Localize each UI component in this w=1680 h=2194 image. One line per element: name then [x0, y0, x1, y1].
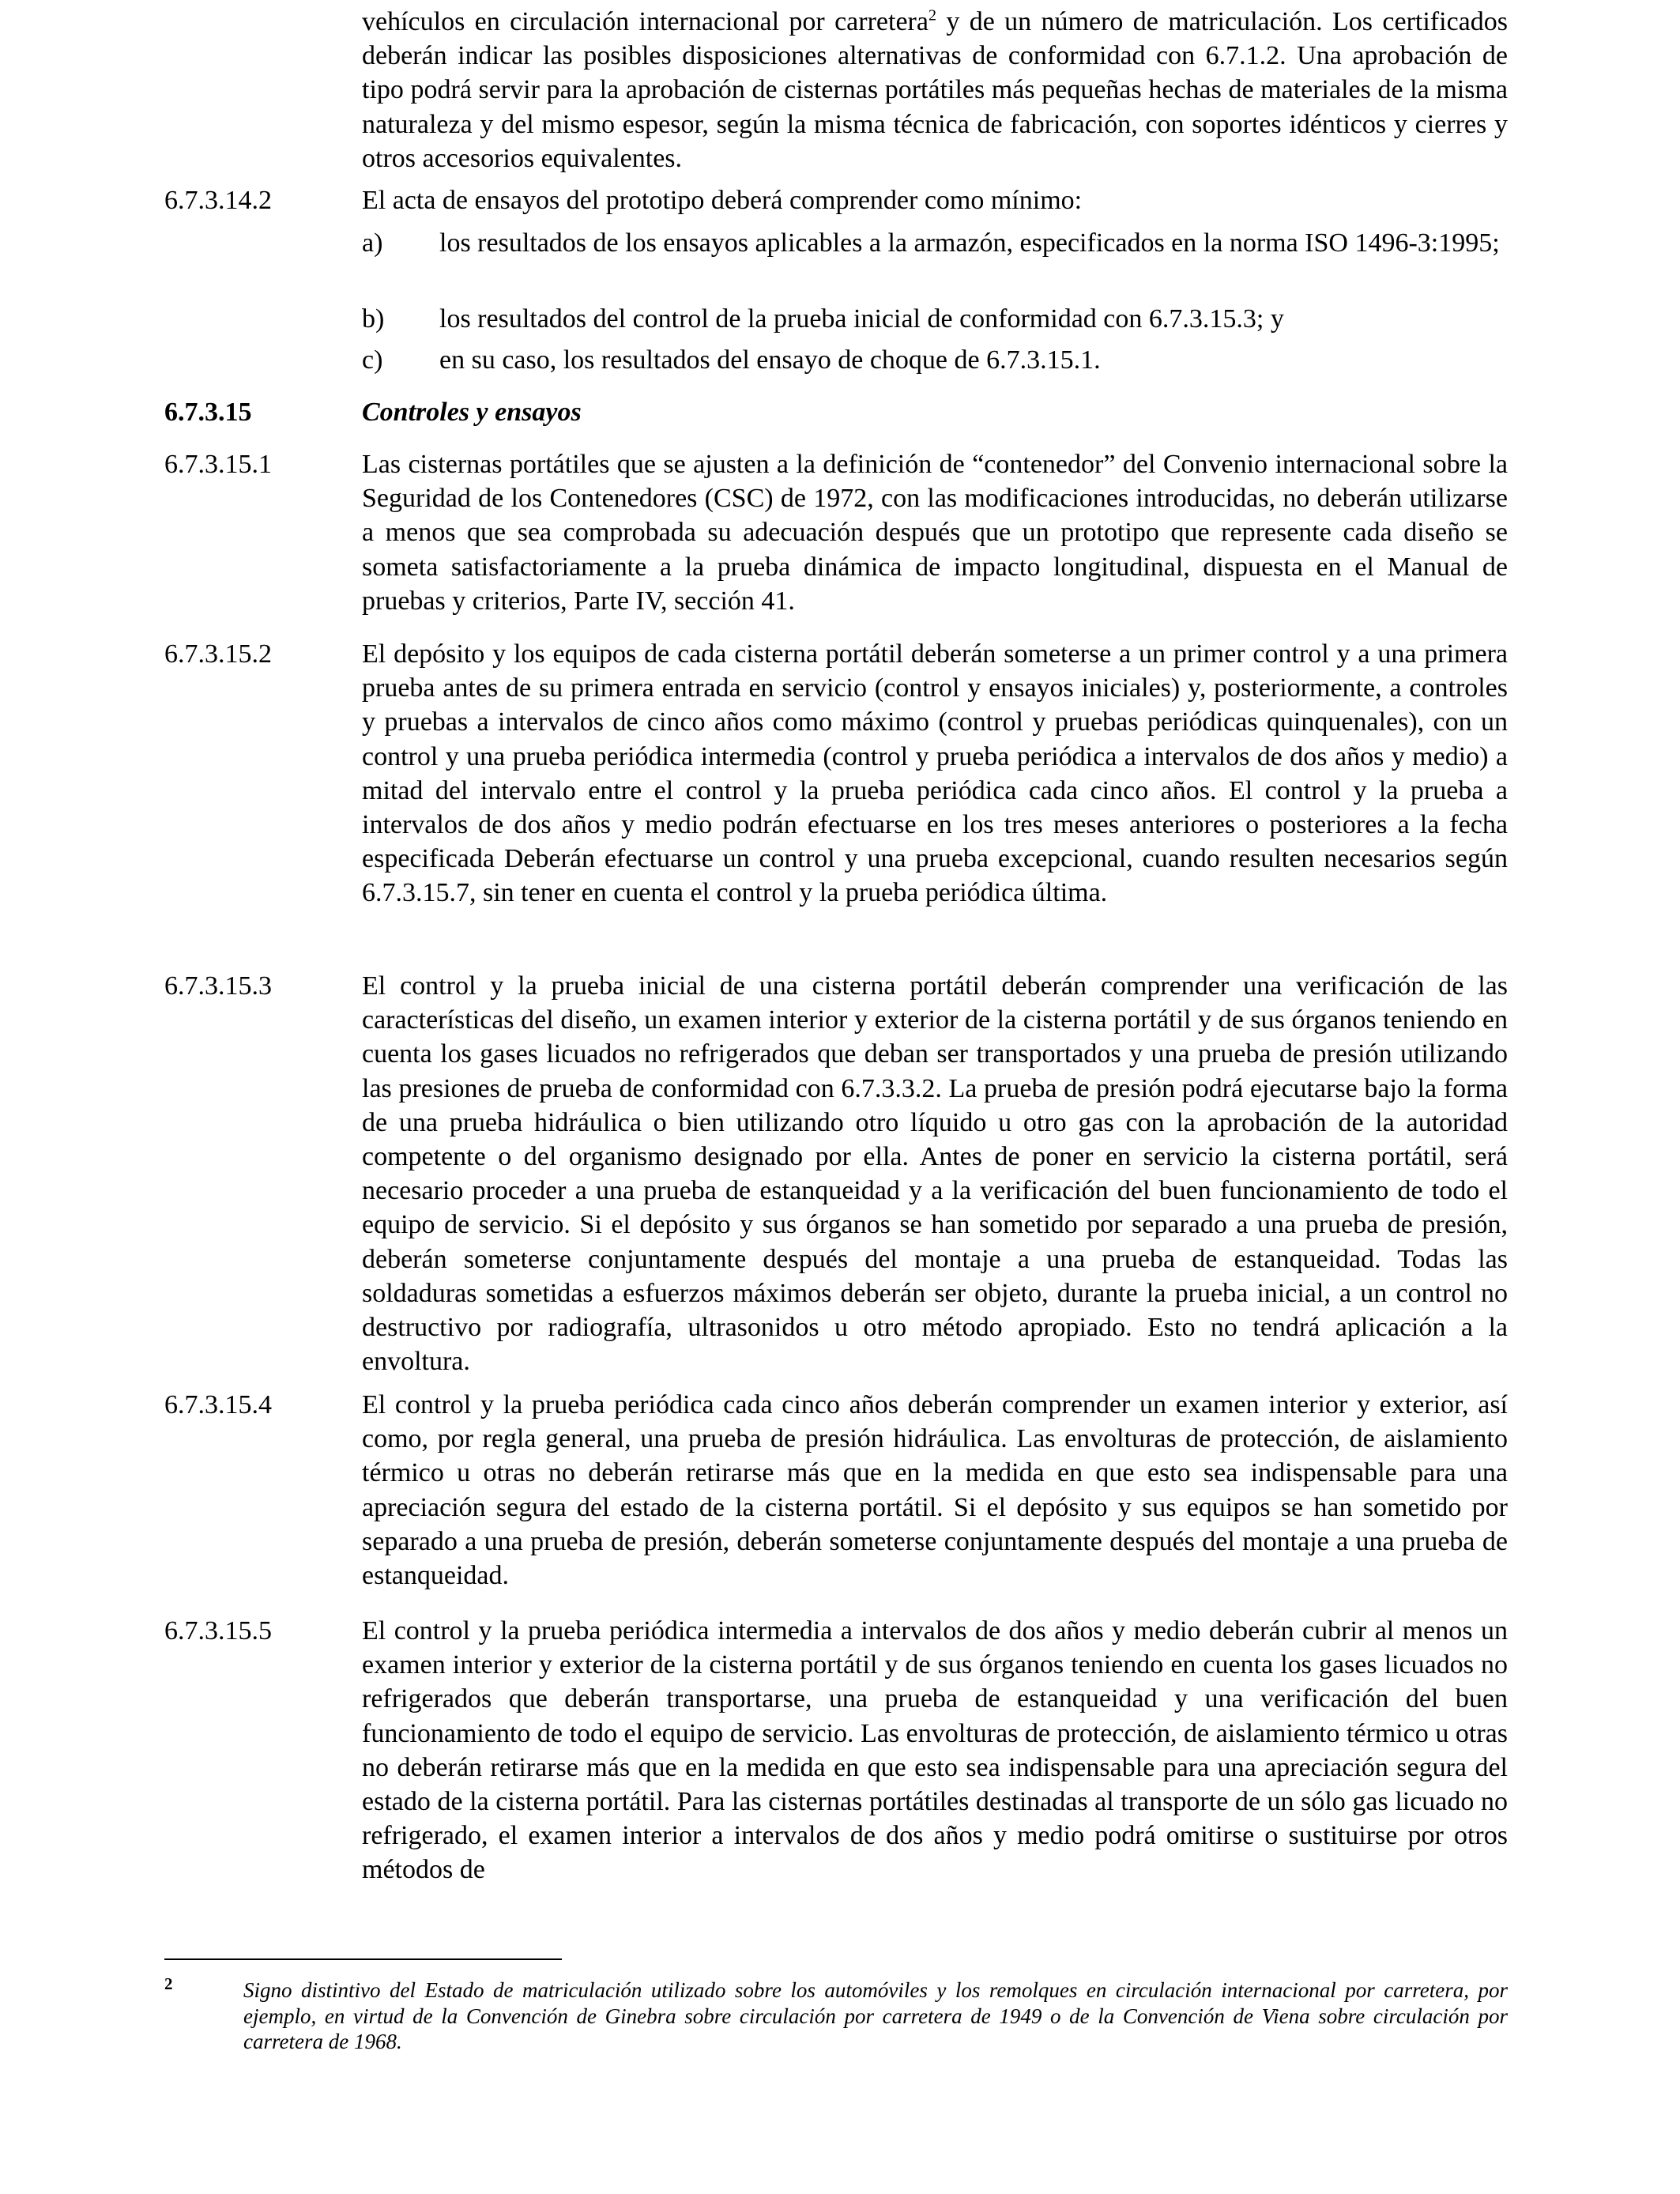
intro-text-start: vehículos en circulación internacional por carretera — [362, 7, 929, 36]
section-title-controles-y-ensayos: Controles y ensayos — [362, 398, 582, 427]
section-text-6-7-3-15-2: El depósito y los equipos de cada cisterna portátil deberán someterse a un primer control y a una primera prueba antes de su primera entrada en servicio (control y ensayos iniciales) y, posteriormente, a controles y pruebas a intervalos de cinco años como máximo (control y pruebas periódicas quinquenales), con un control y una prueba periódica intermedia (control y prueba periódica a intervalos de dos años y medio) a mitad del intervalo entre el control y la prueba periódica cada cinco años. El control y la prueba a intervalos de dos años y medio podrán efectuarse en los tres meses anteriores o posteriores a la fecha especificada Deberán efectuarse un control y una prueba excepcional, cuando resulten necesarios según 6.7.3.15.7, sin tener en cuenta el control y la prueba periódica última. — [362, 639, 1508, 908]
section-number-6-7-3-15-2: 6.7.3.15.2 — [164, 639, 272, 669]
footnote-text: Signo distintivo del Estado de matriculación utilizado sobre los automóviles y los remolques en circulación internacional por carretera, por ejemplo, en virtud de la Convención de Ginebra sobre circulación por carretera de 1949 o de la Convención de Viena sobre circulación por carretera de 1968. — [243, 1978, 1508, 2053]
section-number-6-7-3-15-4: 6.7.3.15.4 — [164, 1390, 272, 1419]
section-text-6-7-3-15-4: El control y la prueba periódica cada cinco años deberán comprender un examen interior y exterior, así como, por regla general, una prueba de presión hidráulica. Las envolturas de protección, de aislamiento térmico u otras no deberán retirarse más que en la medida en que esto sea indispensable para una apreciación segura del estado de la cisterna portátil. Si el depósito y sus equipos se han sometido por separado a una prueba de presión, deberán someterse conjuntamente después del montaje a una prueba de estanqueidad. — [362, 1390, 1508, 1591]
section-number-6-7-3-15: 6.7.3.15 — [164, 398, 252, 427]
section-text-6-7-3-15-5: El control y la prueba periódica intermedia a intervalos de dos años y medio deberán cubrir al menos un examen interior y exterior de la cisterna portátil y de sus órganos teniendo en cuenta los gases licuados no refrigerados que deberán transportarse, una prueba de estanqueidad y una verificación del buen funcionamiento de todo el equipo de servicio. Las envolturas de protección, de aislamiento térmico u otras no deberán retirarse más que en la medida en que esto sea indispensable para una apreciación segura del estado de la cisterna portátil. Para las cisternas portátiles destinadas al transporte de un sólo gas licuado no refrigerado, el examen interior a intervalos de dos años y medio podrá omitirse o sustituirse por otros métodos de — [362, 1616, 1508, 1885]
section-text-6-7-3-15-1: Las cisternas portátiles que se ajusten a la definición de “contenedor” del Convenio internacional sobre la Seguridad de los Contenedores (CSC) de 1972, con las modificaciones introducidas, no deberán utilizarse a menos que sea comprobada su adecuación después que un prototipo que represente cada diseño se someta satisfactoriamente a la prueba dinámica de impacto longitudinal, dispuesta en el Manual de pruebas y criterios, Parte IV, sección 41. — [362, 450, 1508, 616]
intro-text-rest: y de un número de matriculación. Los certificados deberán indicar las posibles disposiciones alternativas de conformidad con 6.7.1.2. Una aprobación de tipo podrá servir para la aprobación de cisternas portátiles más pequeñas hechas de materiales de la misma naturaleza y del mismo espesor, según la misma técnica de fabricación, con soportes idénticos y cierres y otros accesorios equivalentes. — [362, 7, 1508, 173]
footnote-ref[interactable]: 2 — [928, 6, 936, 25]
list-item-text-c: en su caso, los resultados del ensayo de choque de 6.7.3.15.1. — [439, 345, 1101, 375]
section-number-6-7-3-14-2: 6.7.3.14.2 — [164, 186, 272, 215]
list-item-label-c: c) — [362, 345, 383, 375]
footnote-separator — [164, 1958, 562, 1960]
section-number-6-7-3-15-3: 6.7.3.15.3 — [164, 971, 272, 1001]
intro-paragraph — [362, 5, 1508, 175]
list-item-label-b: b) — [362, 304, 385, 334]
list-item-text-a: los resultados de los ensayos aplicables a la armazón, especificados en la norma ISO 1496-3:1995; — [439, 228, 1500, 258]
footnote-number: 2 — [164, 1974, 173, 1993]
section-text-6-7-3-14-2: El acta de ensayos del prototipo deberá comprender como mínimo: — [362, 186, 1083, 215]
list-item-label-a: a) — [362, 228, 383, 258]
section-text-6-7-3-15-3: El control y la prueba inicial de una cisterna portátil deberán comprender una verificación de las características del diseño, un examen interior y exterior de la cisterna portátil y de sus órganos teniendo en cuenta los gases licuados no refrigerados que deban ser transportados y una prueba de presión utilizando las presiones de prueba de conformidad con 6.7.3.3.2. La prueba de presión podrá ejecutarse bajo la forma de una prueba hidráulica o bien utilizando otro líquido u otro gas con la aprobación de la autoridad competente o del organismo designado por ella. Antes de poner en servicio la cisterna portátil, será necesario proceder a una prueba de estanqueidad y a la verificación del buen funcionamiento de todo el equipo de servicio. Si el depósito y sus órganos se han sometido por separado a una prueba de presión, deberán someterse conjuntamente después del montaje a una prueba de estanqueidad. Todas las soldaduras sometidas a esfuerzos máximos deberán ser objeto, durante la prueba inicial, a un control no destructivo por radiografía, ultrasonidos u otro método apropiado. Esto no tendrá aplicación a la envoltura. — [362, 971, 1508, 1377]
section-number-6-7-3-15-5: 6.7.3.15.5 — [164, 1616, 272, 1646]
section-number-6-7-3-15-1: 6.7.3.15.1 — [164, 450, 272, 479]
list-item-text-b: los resultados del control de la prueba inicial de conformidad con 6.7.3.15.3; y — [439, 304, 1284, 334]
